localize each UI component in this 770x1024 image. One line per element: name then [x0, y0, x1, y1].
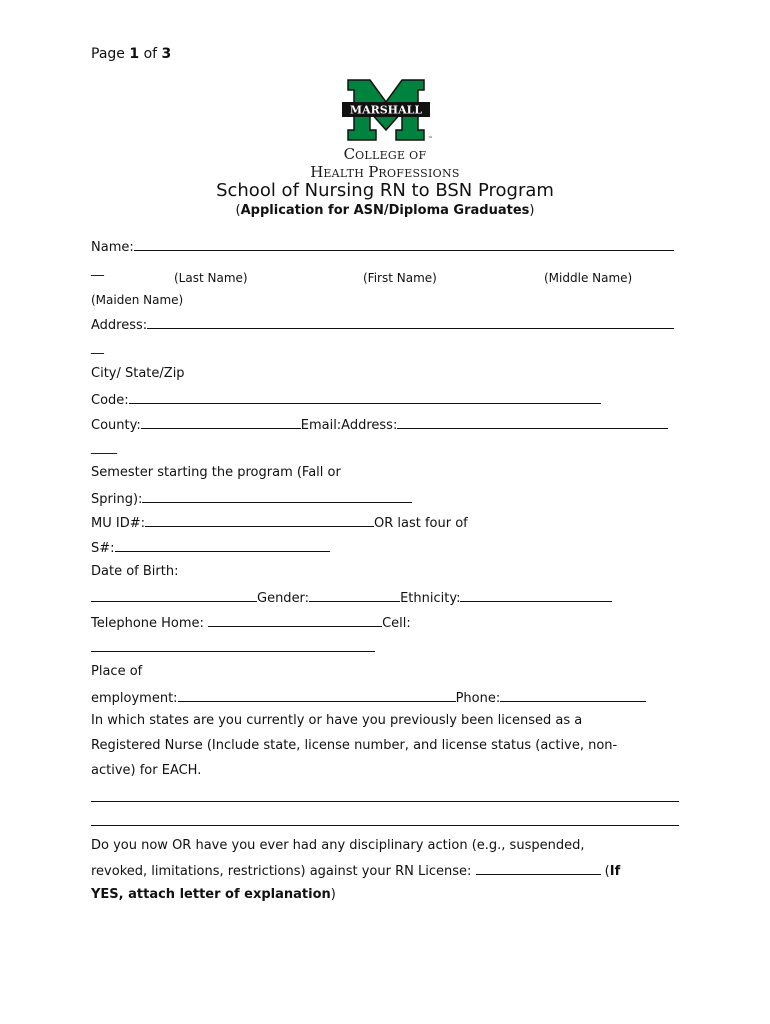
states-question-1: In which states are you currently or have you previously been licensed as a	[91, 713, 583, 728]
ss-field[interactable]	[91, 539, 330, 556]
address-field[interactable]	[91, 316, 674, 333]
name-blank[interactable]	[134, 238, 674, 251]
mu-id-field[interactable]	[91, 514, 468, 531]
or-last-four-label: OR last four of	[373, 516, 468, 531]
employment-label-2: employment:	[91, 691, 178, 706]
employment-blank[interactable]	[178, 689, 456, 702]
ethnicity-blank[interactable]	[460, 589, 612, 602]
employment-field[interactable]	[91, 689, 646, 706]
disciplinary-question-2: revoked, limitations, restrictions) against your RN License:	[91, 864, 476, 879]
address-blank[interactable]	[147, 316, 674, 329]
page-number	[91, 46, 171, 62]
employment-label: Place of	[91, 664, 143, 679]
maiden-name-hint: (Maiden Name)	[91, 293, 184, 307]
disciplinary-note	[91, 887, 336, 902]
ss-blank[interactable]	[115, 539, 330, 552]
ss-label: S#:	[91, 541, 115, 556]
address-label: Address:	[91, 318, 148, 333]
dob-gender-ethnicity-field[interactable]	[91, 589, 612, 606]
email-overflow: ____	[91, 440, 117, 455]
semester-blank[interactable]	[142, 490, 412, 503]
city-label: City/ State/Zip	[91, 366, 185, 381]
mu-id-blank[interactable]	[145, 514, 374, 527]
mu-id-label: MU ID#:	[91, 516, 145, 531]
states-question-3: active) for EACH.	[91, 763, 202, 778]
county-email-field[interactable]	[91, 416, 668, 433]
page-current: 1	[129, 46, 140, 62]
gender-blank[interactable]	[309, 589, 400, 602]
semester-label-2: Spring):	[91, 492, 143, 507]
first-name-hint: (First Name)	[363, 271, 437, 285]
code-blank[interactable]	[129, 391, 601, 404]
phone-blank[interactable]	[500, 689, 646, 702]
cell-label: Cell:	[382, 616, 411, 631]
page-label: Page	[91, 46, 125, 62]
paren-close: )	[330, 887, 336, 902]
code-label: Code:	[91, 393, 129, 408]
semester-label: Semester starting the program (Fall or	[91, 465, 341, 480]
semester-field[interactable]	[91, 490, 412, 507]
page-of: of	[143, 46, 158, 62]
telephone-field[interactable]	[91, 614, 411, 631]
disciplinary-blank[interactable]	[476, 862, 601, 875]
last-name-hint: (Last Name)	[174, 271, 248, 285]
name-field[interactable]	[91, 238, 674, 255]
county-blank[interactable]	[141, 416, 301, 429]
page-total: 3	[161, 46, 172, 62]
disciplinary-question-1: Do you now OR have you ever had any disciplinary action (e.g., suspended,	[91, 838, 585, 853]
svg-text:MARSHALL: MARSHALL	[349, 103, 423, 117]
telephone-label: Telephone Home:	[91, 616, 209, 631]
if-label: If	[609, 864, 621, 879]
phone-label: Phone:	[455, 691, 501, 706]
name-label: Name:	[91, 240, 134, 255]
gender-label: Gender:	[257, 591, 310, 606]
middle-name-hint: (Middle Name)	[544, 271, 633, 285]
svg-text:™: ™	[428, 136, 433, 142]
states-answer-line-1[interactable]	[91, 789, 679, 806]
attach-letter-note: YES, attach letter of explanation	[91, 887, 331, 902]
page-subtitle: (Application for ASN/Diploma Graduates)	[235, 203, 535, 218]
page-title: School of Nursing RN to BSN Program	[216, 180, 554, 201]
marshall-m-logo	[340, 78, 432, 142]
disciplinary-field[interactable]	[91, 862, 620, 879]
email-label: Email:Address:	[300, 418, 398, 433]
email-blank[interactable]	[397, 416, 668, 429]
states-question-2: Registered Nurse (Include state, license number, and license status (active, non-	[91, 738, 618, 753]
ethnicity-label: Ethnicity:	[400, 591, 461, 606]
telephone-blank[interactable]	[208, 614, 382, 627]
name-overflow: __	[91, 262, 104, 277]
states-answer-line-2[interactable]	[91, 813, 679, 830]
code-field[interactable]	[91, 391, 601, 408]
address-overflow: __	[91, 340, 104, 355]
dob-blank[interactable]	[91, 589, 257, 602]
cell-blank[interactable]	[91, 639, 375, 652]
paren-open: (	[604, 864, 610, 879]
cell-field[interactable]	[91, 639, 375, 656]
county-label: County:	[91, 418, 141, 433]
college-name: COLLEGE OF HEALTH PROFESSIONS	[310, 145, 460, 181]
dob-label: Date of Birth:	[91, 564, 179, 579]
